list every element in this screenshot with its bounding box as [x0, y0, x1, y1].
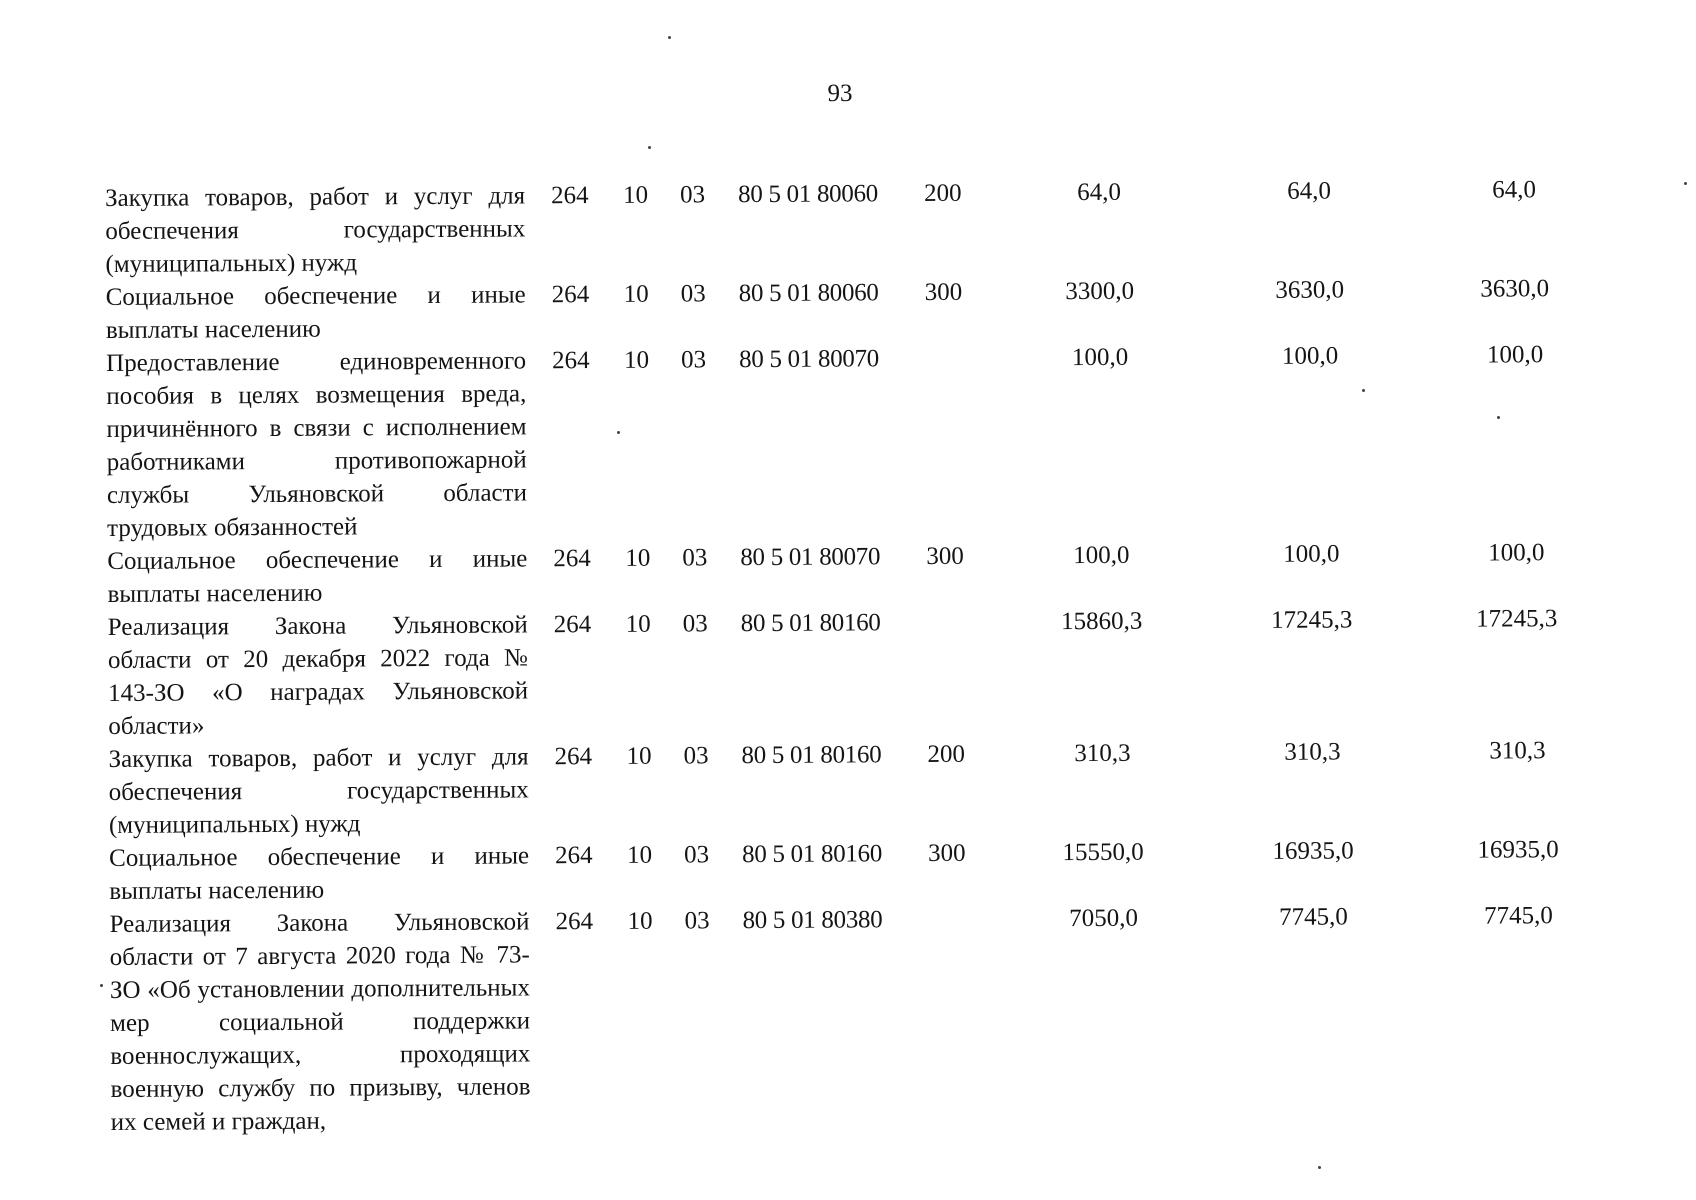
- row-expense-type: 200: [924, 179, 962, 207]
- row-name: Социальное обеспечение и иные выплаты населению: [107, 545, 528, 608]
- row-subsection: 03: [684, 907, 710, 935]
- row-gov-code: 264: [555, 842, 593, 870]
- row-target-article: 80 5 01 80160: [741, 741, 882, 770]
- row-subsection: 03: [680, 181, 706, 209]
- row-amount-year3: 64,0: [1492, 176, 1537, 204]
- table-row: [106, 272, 1615, 347]
- row-target-article: 80 5 01 80160: [740, 609, 881, 638]
- row-amount-year2: 310,3: [1284, 738, 1341, 766]
- row-amount-year2: 7745,0: [1279, 903, 1348, 931]
- row-gov-code: 264: [551, 182, 589, 210]
- scan-speck: [648, 146, 651, 149]
- table-row: [106, 338, 1616, 545]
- row-amount-year3: 7745,0: [1484, 902, 1553, 930]
- row-amount-year2: 17245,3: [1270, 606, 1353, 634]
- row-amount-year1: 100,0: [1071, 343, 1129, 372]
- row-gov-code: 264: [552, 347, 590, 375]
- row-amount-year1: 15550,0: [1062, 838, 1144, 867]
- row-expense-type: 300: [926, 542, 964, 570]
- row-amount-year1: 310,3: [1074, 739, 1131, 768]
- scan-speck: [1684, 182, 1687, 185]
- row-target-article: 80 5 01 80070: [739, 345, 880, 374]
- row-amount-year1: 15860,3: [1060, 607, 1143, 636]
- row-amount-year1: 7050,0: [1069, 904, 1138, 933]
- row-section: 10: [626, 742, 652, 770]
- row-expense-type: 200: [927, 740, 966, 768]
- row-target-article: 80 5 01 80070: [740, 543, 881, 572]
- row-amount-year2: 100,0: [1281, 342, 1339, 370]
- row-name: Реализация Закона Ульяновской области от 7 августа 2020 года № 73-ЗО «Об установлении дополнительных мер социальной поддержки военнослужащих, проходящих военную службу по призыву, членов их семей и граждан,: [109, 908, 531, 1136]
- row-amount-year3: 100,0: [1488, 539, 1545, 567]
- budget-table: [105, 173, 1620, 1139]
- row-section: 10: [627, 841, 653, 869]
- row-expense-type: 300: [928, 839, 966, 867]
- table-row: [108, 734, 1618, 842]
- row-gov-code: 264: [554, 743, 593, 771]
- row-amount-year1: 3300,0: [1065, 277, 1135, 306]
- row-target-article: 80 5 01 80060: [738, 279, 879, 308]
- table-row: [107, 536, 1616, 611]
- row-subsection: 03: [683, 742, 709, 770]
- row-amount-year2: 64,0: [1287, 177, 1332, 205]
- table-row: [109, 899, 1619, 1139]
- row-name: Предоставление единовременного пособия в целях возмещения вреда, причинённого в связи с исполнением работниками противопожарной службы Ульяновской области трудовых обязанностей: [106, 347, 527, 542]
- row-subsection: 03: [682, 544, 708, 572]
- row-amount-year3: 3630,0: [1480, 275, 1550, 303]
- row-expense-type: [922, 903, 999, 1134]
- row-name: Социальное обеспечение и иные выплаты населению: [105, 281, 526, 344]
- row-target-article: 80 5 01 80160: [742, 840, 883, 869]
- row-amount-year2: 3630,0: [1275, 276, 1345, 304]
- row-name: Закупка товаров, работ и услуг для обеспечения государственных (муниципальных) нужд: [105, 182, 526, 278]
- row-expense-type: [919, 342, 996, 540]
- row-subsection: 03: [681, 346, 707, 374]
- row-name: Реализация Закона Ульяновской области от 20 декабря 2022 года № 143-ЗО «О наградах Ульяновской области»: [107, 611, 529, 740]
- row-section: 10: [623, 181, 649, 209]
- row-amount-year2: 100,0: [1283, 540, 1340, 568]
- row-amount-year3: 100,0: [1486, 341, 1544, 369]
- row-amount-year1: 100,0: [1073, 541, 1130, 570]
- row-gov-code: 264: [555, 908, 594, 936]
- row-gov-code: 264: [551, 281, 590, 309]
- table-row: [109, 833, 1618, 908]
- row-expense-type: 300: [924, 278, 963, 306]
- row-amount-year1: 64,0: [1077, 178, 1122, 207]
- row-amount-year3: 17245,3: [1475, 605, 1558, 633]
- row-amount-year3: 16935,0: [1477, 836, 1559, 864]
- row-section: 10: [625, 610, 651, 638]
- page-number: 93: [827, 80, 853, 107]
- row-target-article: 80 5 01 80380: [742, 906, 883, 935]
- scan-speck: [1318, 1166, 1321, 1169]
- row-section: 10: [623, 280, 649, 308]
- table-row: [108, 602, 1618, 743]
- row-section: 10: [625, 544, 651, 572]
- row-expense-type: [921, 606, 998, 738]
- scan-speck: [100, 984, 103, 987]
- row-subsection: 03: [682, 610, 708, 638]
- row-amount-year2: 16935,0: [1272, 837, 1354, 865]
- row-name: Закупка товаров, работ и услуг для обеспечения государственных (муниципальных) нужд: [108, 743, 529, 839]
- row-name: Социальное обеспечение и иные выплаты населению: [109, 842, 530, 905]
- row-section: 10: [627, 907, 653, 935]
- row-section: 10: [624, 346, 650, 374]
- row-subsection: 03: [680, 280, 706, 308]
- row-target-article: 80 5 01 80060: [738, 180, 879, 209]
- row-subsection: 03: [684, 841, 710, 869]
- table-row: [105, 173, 1615, 281]
- row-amount-year3: 310,3: [1489, 737, 1546, 765]
- row-gov-code: 264: [553, 545, 591, 573]
- scan-speck: [668, 36, 671, 39]
- row-gov-code: 264: [553, 611, 592, 639]
